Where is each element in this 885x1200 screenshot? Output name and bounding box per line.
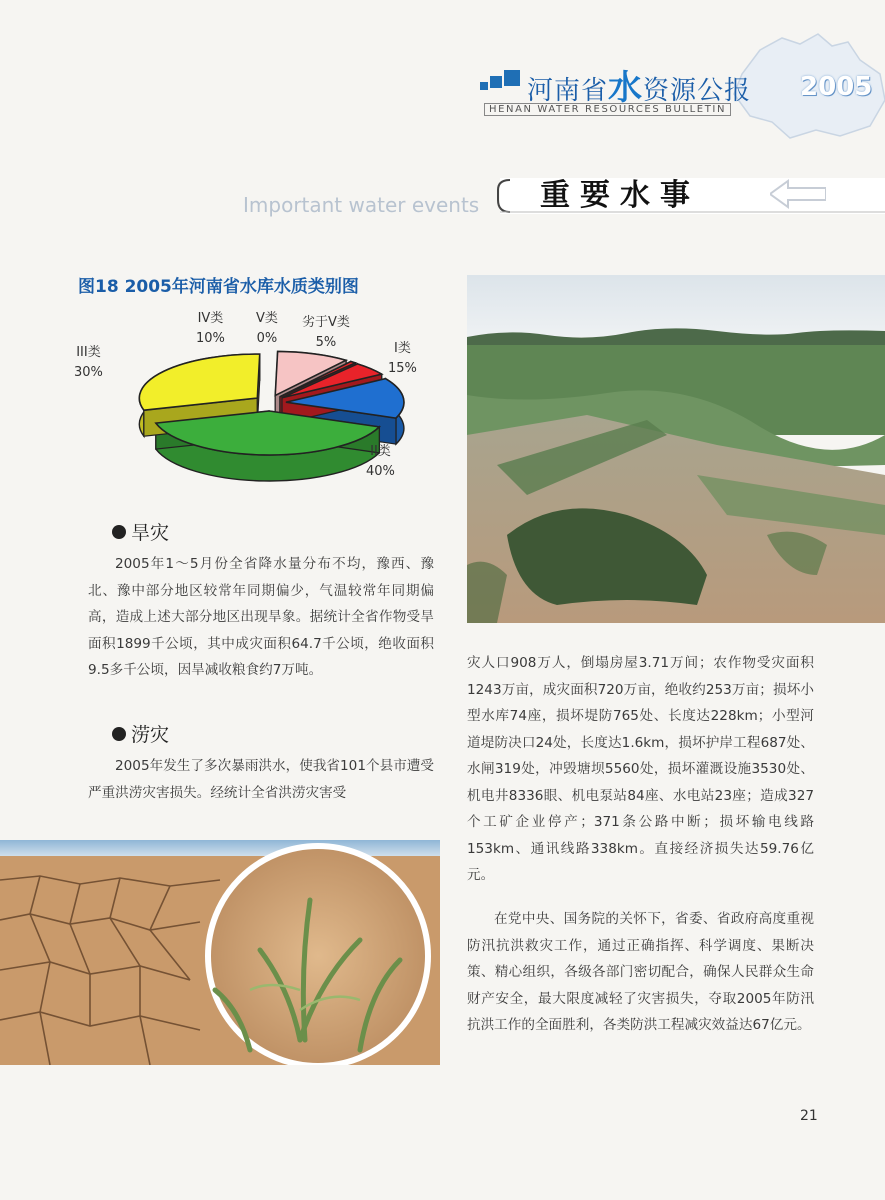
page-number: 21 — [800, 1108, 818, 1124]
pie-label-class-3: III类 30% — [74, 345, 103, 380]
flood-paragraph: 2005年发生了多次暴雨洪水，使我省101个县市遭受严重洪涝灾害损失。经统计全省洪涝灾害受 — [88, 758, 434, 801]
flooded-field-photo — [467, 275, 885, 623]
flood-heading: 涝灾 — [112, 720, 169, 747]
flood-relief-paragraph: 在党中央、国务院的关怀下，省委、省政府高度重视防汛抗洪救灾工作，通过正确指挥、科学调度、果断决策、精心组织，各级各部门密切配合，确保人民群众生命财产安全，最大限度减轻了灾害损失，夺取2005年防汛抗洪工作的全面胜利，各类防洪工程减灾效益达67亿元。 — [467, 911, 814, 1033]
page-header — [0, 0, 885, 260]
flood-damage-paragraph: 灾人口908万人，倒塌房屋3.71万间；农作物受灾面积1243万亩，成灾面积720万亩，绝收约253万亩；损坏小型水库74座，损坏堤防765处、长度达228km；小型河道堤防决口24处，长度达1.6km，损坏护岸工程687处、水闸319处，冲毁塘坝5560处，损坏灌溉设施3530处、机电井8336眼、机电泵站84座、水电站23座；造成327个工矿企业停产；371条公路中断；损坏输电线路153km、通讯线路338km。直接经济损失达59.76亿元。 — [467, 655, 814, 883]
logo-squares-icon — [480, 70, 520, 100]
drought-paragraph: 2005年1～5月份全省降水量分布不均，豫西、豫北、豫中部分地区较常年同期偏少，气温较常年同期偏高，造成上述大部分地区出现旱象。据统计全省作物受旱面积1899千公顷，其中成灾面积64.7千公顷，绝收面积9.5多千公顷，因旱减收粮食约7万吨。 — [88, 556, 434, 678]
bulletin-subtitle: HENAN WATER RESOURCES BULLETIN — [484, 103, 731, 116]
figure-title: 图18 2005年河南省水库水质类别图 — [78, 277, 359, 297]
section-title-chinese: 重要水事 — [540, 178, 700, 213]
pie-label-class-2: II类 40% — [366, 444, 395, 479]
pie-label-class-1: I类 15% — [388, 341, 417, 376]
bullet-dot-icon — [112, 525, 126, 539]
pie-label-class-4: IV类 10% — [196, 311, 225, 346]
arrow-left-icon — [770, 179, 826, 209]
cracked-earth-photo — [0, 840, 440, 1065]
bulletin-title: 河南省水资源公报 — [527, 68, 752, 108]
pie-label-class-5: V类 0% — [256, 311, 278, 346]
bulletin-year: 2005 — [800, 72, 873, 102]
pie-label-class-worse-than-5: 劣于V类 5% — [302, 315, 350, 350]
section-title-english: Important water events — [243, 193, 480, 217]
reservoir-water-quality-pie-chart — [70, 305, 430, 500]
bullet-dot-icon — [112, 727, 126, 741]
drought-heading: 旱灾 — [112, 518, 169, 545]
